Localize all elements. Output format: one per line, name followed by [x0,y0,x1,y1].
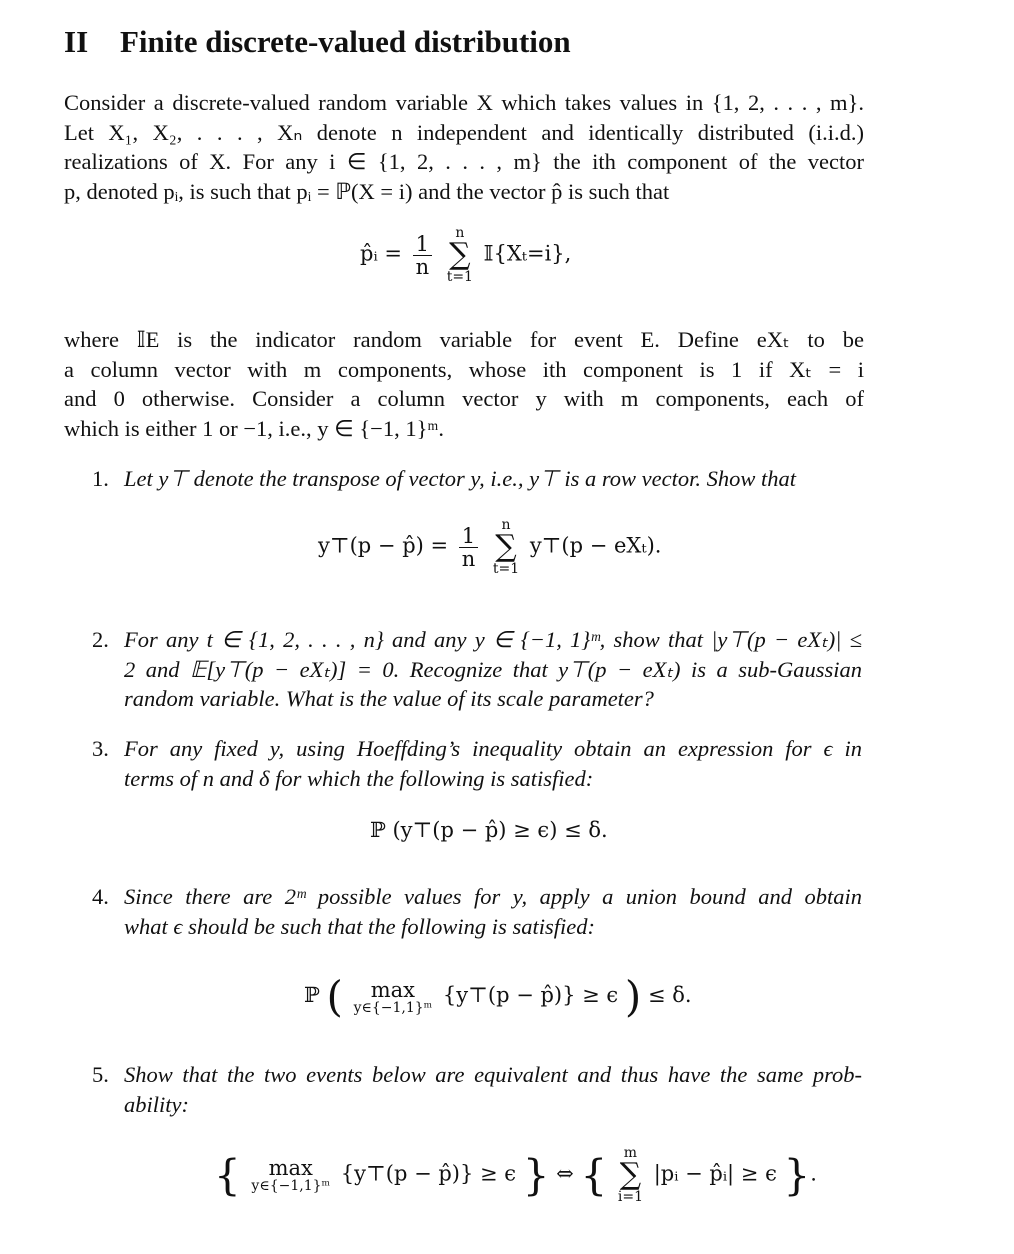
eq5-sum-upper: m [623,1145,638,1161]
eq5-right-body: |pᵢ − p̂ᵢ| ≥ ϵ [653,1161,777,1186]
para2-line: and 0 otherwise. Consider a column vector y with m components, each of [64,386,864,411]
question-item-1 [92,464,862,494]
eq5-end: . [810,1161,817,1186]
left-brace-icon: { [580,1150,608,1200]
question-item-3 [92,734,862,793]
question-item-5 [92,1060,862,1119]
item-number: 3. [92,736,109,761]
eq4-rhs: ≤ δ. [647,983,692,1007]
equation-transpose-identity [318,518,661,576]
right-brace-icon: } [783,1150,811,1200]
eq1-summation [447,226,473,284]
eq2-summation [493,518,519,576]
intro-line: p, denoted pᵢ, is such that pᵢ = ℙ(X = i) and the vector p̂ is such that [64,178,670,204]
item-number: 5. [92,1062,109,1087]
item-line: For any fixed y, using Hoeffding’s inequality obtain an expression for ϵ in [124,736,862,761]
eq4-prob: ℙ [304,983,320,1007]
eq2-frac-den: n [461,546,476,571]
equation-union-bound [304,972,692,1021]
question-item-4 [92,882,862,941]
eq2-sum-lower: t=1 [492,561,520,577]
iff-icon: ⇔ [556,1161,574,1186]
equation-phat-definition [360,226,571,284]
sigma-icon: ∑ [449,237,471,272]
eq5-op-name: max [268,1156,313,1180]
item-line: random variable. What is the value of its scale parameter? [124,686,654,711]
item-line: Let y⊤ denote the transpose of vector y, i.e., y⊤ is a row vector. Show that [124,466,797,491]
item-line: what ϵ should be such that the following is satisfied: [124,913,595,939]
eq1-frac-num: 1 [413,233,432,256]
item-number: 1. [92,466,109,491]
intro-line: Consider a discrete-valued random variable X which takes values in {1, 2, . . . , m}. [64,90,864,115]
item-line: Since there are 2ᵐ possible values for y, apply a union bound and obtain [124,884,862,909]
eq5-summation [618,1146,643,1204]
eq5-left-body: {y⊤(p − p̂)} ≥ ϵ [340,1161,517,1186]
eq4-max-operator [354,979,433,1015]
intro-line: realizations of X. For any i ∈ {1, 2, . . . , m} the ith component of the vector [64,149,864,174]
eq1-sum-upper: n [455,225,465,241]
right-paren-icon: ) [624,972,642,1021]
para2-line: a column vector with m components, whose ith component is 1 if Xₜ = i [64,356,864,382]
intro-line: Let X₁, X₂, . . . , Xₙ denote n independent and identically distributed (i.i.d.) [64,119,864,145]
eq1-sum-lower: t=1 [446,269,473,285]
eq1-fraction [413,233,432,278]
eq2-frac-num: 1 [459,525,478,548]
eq3-text: ℙ (y⊤(p − p̂) ≥ ϵ) ≤ δ. [370,818,608,842]
left-paren-icon: ( [326,972,343,1021]
eq4-op-sub: y∈{−1,1}ᵐ [353,999,433,1016]
eq2-sum-upper: n [501,517,511,533]
eq1-body: 𝕀{Xₜ=i}, [483,241,572,266]
question-item-2 [92,625,862,714]
item-line: 2 and 𝔼[y⊤(p − eXₜ)] = 0. Recognize that y⊤(p − eXₜ) is a sub-Gaussian [124,656,862,682]
equation-event-equivalence [214,1146,817,1204]
eq4-body: {y⊤(p − p̂)} ≥ ϵ [442,983,619,1007]
equation-hoeffding-bound [370,818,608,842]
item-number: 4. [92,884,109,909]
left-brace-icon: { [214,1150,241,1200]
sigma-icon: ∑ [619,1157,642,1192]
right-brace-icon: } [522,1150,550,1200]
eq2-lhs: y⊤(p − p̂) = [318,533,449,558]
indicator-paragraph [64,325,864,443]
para2-line: where 𝕀E is the indicator random variable for event E. Define eXₜ to be [64,327,864,352]
item-line: For any t ∈ {1, 2, . . . , n} and any y ∈ {−1, 1}ᵐ, show that |y⊤(p − eXₜ)| ≤ [124,627,862,652]
eq4-op-name: max [370,977,416,1002]
eq5-sum-lower: i=1 [617,1189,643,1205]
section-number: II [64,24,89,59]
eq1-frac-den: n [415,254,430,279]
eq2-fraction [459,525,478,570]
item-line: ability: [124,1091,189,1117]
item-line: Show that the two events below are equivalent and thus have the same prob- [124,1062,862,1087]
eq5-max-operator [251,1157,330,1193]
sigma-icon: ∑ [495,529,517,564]
intro-paragraph [64,88,864,206]
para2-line: which is either 1 or −1, i.e., y ∈ {−1, 1}ᵐ. [64,415,445,441]
section-title: Finite discrete-valued distribution [120,24,571,59]
eq2-body: y⊤(p − eXₜ). [529,533,662,558]
section-heading [64,24,571,60]
item-line: terms of n and δ for which the following is satisfied: [124,765,594,791]
eq1-lhs: p̂ᵢ = [360,241,402,266]
item-number: 2. [92,627,109,652]
eq5-op-sub: y∈{−1,1}ᵐ [251,1178,331,1194]
